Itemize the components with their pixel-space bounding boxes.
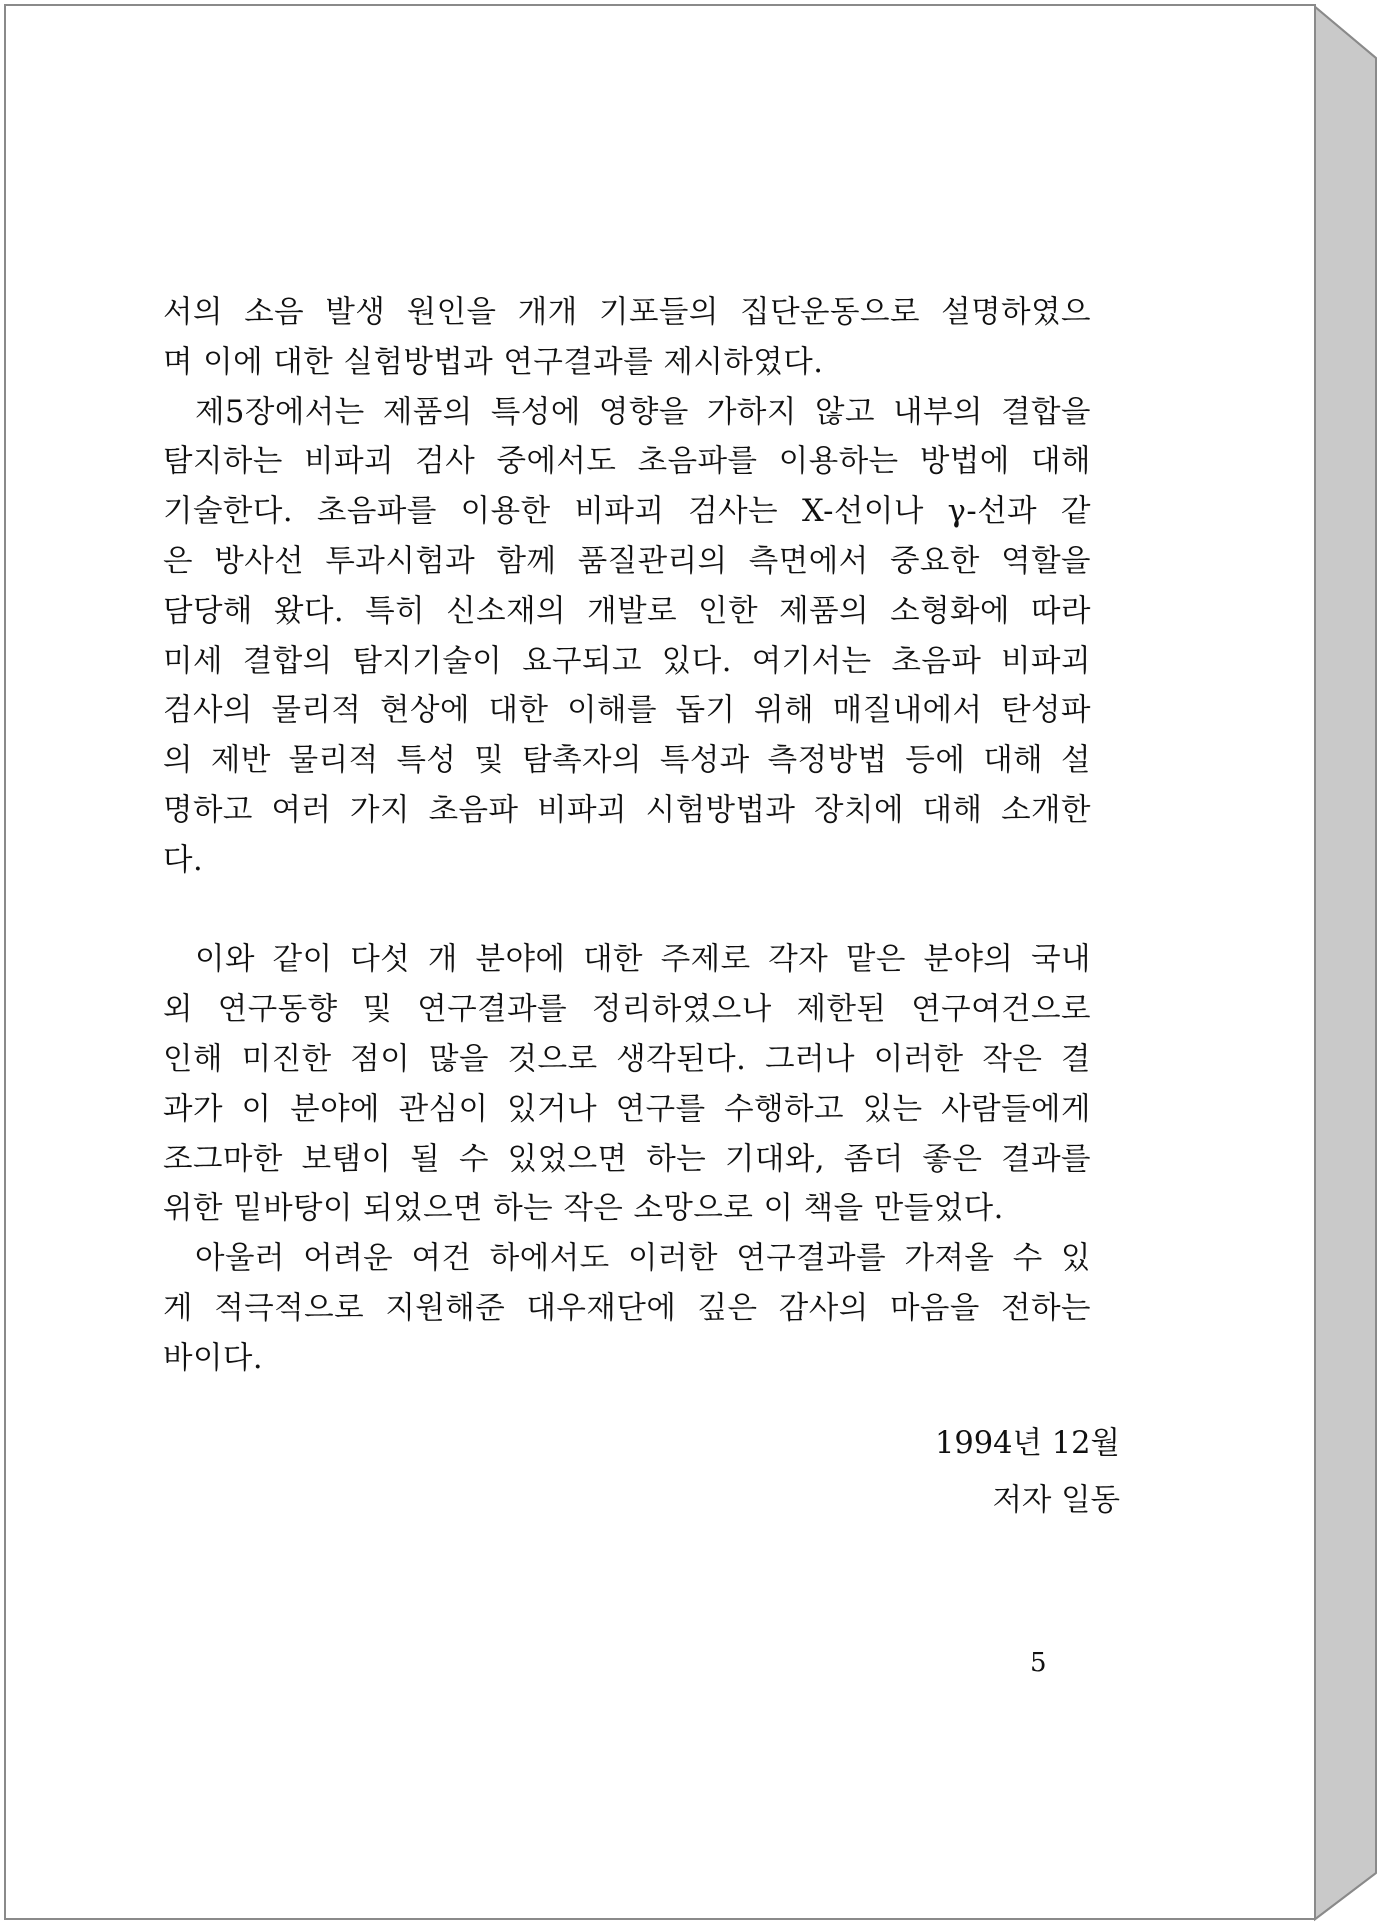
text-line: 담당해 왔다. 특히 신소재의 개발로 인한 제품의 소형화에 따라 bbox=[163, 593, 1091, 629]
text-line: 외 연구동향 및 연구결과를 정리하였으나 제한된 연구여건으로 bbox=[163, 992, 1091, 1028]
text-line: 제5장에서는 제품의 특성에 영향을 가하지 않고 내부의 결합을 bbox=[195, 394, 1091, 430]
text-line: 서의 소음 발생 원인을 개개 기포들의 집단운동으로 설명하였으 bbox=[163, 295, 1091, 330]
signature-date: 1994년 12월 bbox=[934, 1426, 1120, 1461]
signature-author: 저자 일동 bbox=[992, 1483, 1120, 1518]
text-line: 은 방사선 투과시험과 함께 품질관리의 측면에서 중요한 역할을 bbox=[163, 543, 1091, 579]
text-line: 다. bbox=[163, 842, 204, 878]
text-line: 탐지하는 비파괴 검사 중에서도 초음파를 이용하는 방법에 대해 bbox=[163, 444, 1091, 480]
body-text bbox=[163, 288, 1091, 1384]
page-number: 5 bbox=[1030, 1648, 1047, 1678]
text-line: 이와 같이 다섯 개 분야에 대한 주제로 각자 맡은 분야의 국내 bbox=[195, 942, 1091, 978]
text-line: 게 적극적으로 지원해준 대우재단에 깊은 감사의 마음을 전하는 bbox=[163, 1290, 1091, 1326]
text-line: 아울러 어려운 여건 하에서도 이러한 연구결과를 가져올 수 있 bbox=[195, 1241, 1091, 1277]
text-line: 며 이에 대한 실험방법과 연구결과를 제시하였다. bbox=[163, 344, 824, 380]
text-line: 과가 이 분야에 관심이 있거나 연구를 수행하고 있는 사람들에게 bbox=[163, 1091, 1091, 1127]
text-line: 미세 결합의 탐지기술이 요구되고 있다. 여기서는 초음파 비파괴 bbox=[163, 643, 1091, 679]
text-line: 의 제반 물리적 특성 및 탐촉자의 특성과 측정방법 등에 대해 설 bbox=[163, 743, 1091, 779]
page-stack-edge bbox=[1314, 0, 1378, 1925]
text-line: 명하고 여러 가지 초음파 비파괴 시험방법과 장치에 대해 소개한 bbox=[163, 792, 1091, 828]
text-line: 인해 미진한 점이 많을 것으로 생각된다. 그러나 이러한 작은 결 bbox=[163, 1041, 1091, 1077]
text-line: 기술한다. 초음파를 이용한 비파괴 검사는 X-선이나 γ-선과 같 bbox=[163, 494, 1091, 530]
text-line: 조그마한 보탬이 될 수 있었으면 하는 기대와, 좀더 좋은 결과를 bbox=[163, 1141, 1091, 1177]
text-line: 검사의 물리적 현상에 대한 이해를 돕기 위해 매질내에서 탄성파 bbox=[163, 693, 1091, 729]
text-line: 바이다. bbox=[163, 1340, 264, 1376]
paragraph-gap bbox=[163, 886, 1091, 936]
text-line: 위한 밑바탕이 되었으면 하는 작은 소망으로 이 책을 만들었다. bbox=[163, 1191, 1004, 1227]
